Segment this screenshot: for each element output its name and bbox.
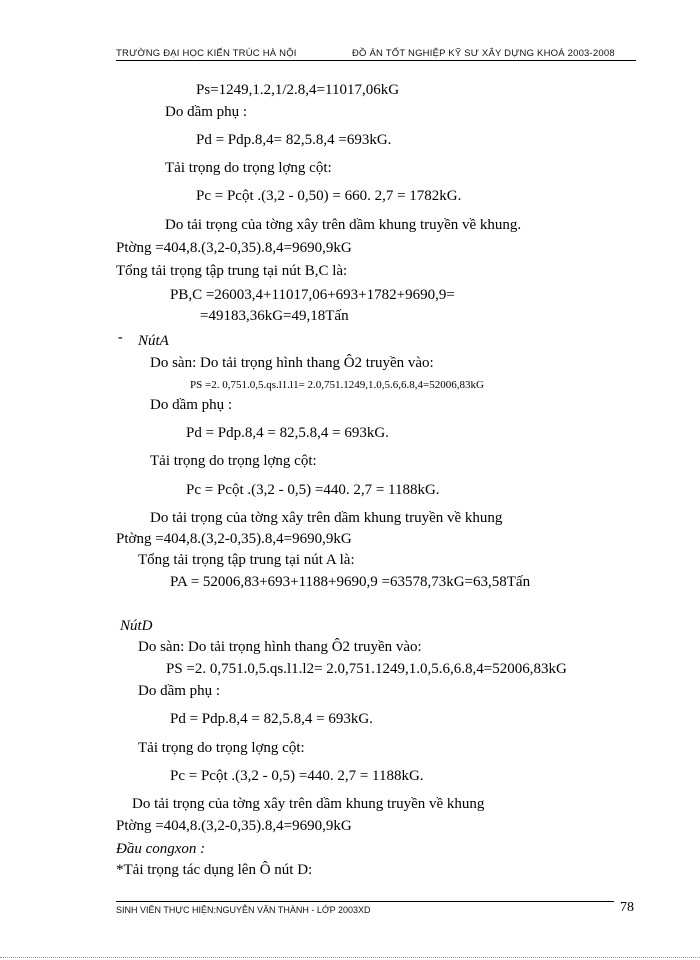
bullet-dash: - [118,330,123,345]
page-number: 78 [620,900,634,915]
text-dam-phu: Do dầm phụ : [165,104,248,120]
formula-pd: Pd = Pdp.8,4= 82,5.8,4 =693kG. [196,132,392,148]
formula-pbc: PB,C =26003,4+11017,06+693+1782+9690,9= [170,287,455,303]
formula-ptuong: Ptờng =404,8.(3,2-0,35).8,4=9690,9kG [116,240,352,256]
text-do-san-a: Do sàn: Do tải trọng hình thang Ô2 truyền vào: [150,355,434,371]
text-trong-luong-cot-a: Tải trọng do trọng lợng cột: [150,453,317,469]
formula-pbc-result: =49183,36kG=49,18Tấn [200,308,349,324]
formula-pd-d: Pd = Pdp.8,4 = 82,5.8,4 = 693kG. [170,711,373,727]
formula-pa: PA = 52006,83+693+1188+9690,9 =63578,73kG=63,58Tấn [170,574,531,590]
heading-nut-d: NútD [120,618,153,634]
text-tong-tai-trong-a: Tổng tải trọng tập trung tại nút A là: [138,552,355,568]
formula-pc-d: Pc = Pcột .(3,2 - 0,5) =440. 2,7 = 1188kG. [170,768,424,784]
text-tong-tai-trong-bc: Tổng tải trọng tập trung tại nút B,C là: [116,263,348,279]
text-tai-trong-tuong-d: Do tải trọng của tờng xây trên dầm khung truyền về khung [132,796,485,812]
formula-ps-a: PS =2. 0,751.0,5.qs.l1.l1= 2.0,751.1249,1.0,5.6,6.8,4=52006,83kG [190,379,484,391]
text-tai-trong-o-nut-d: *Tải trọng tác dụng lên Ô nút D: [116,862,313,878]
formula-pc: Pc = Pcột .(3,2 - 0,50) = 660. 2,7 = 1782kG. [196,188,462,204]
formula-ptuong-d: Ptờng =404,8.(3,2-0,35).8,4=9690,9kG [116,818,352,834]
formula-ptuong-a: Ptờng =404,8.(3,2-0,35).8,4=9690,9kG [116,531,352,547]
heading-dau-congxon: Đầu congxon : [116,841,206,857]
text-tai-trong-tuong: Do tải trọng của tờng xây trên dầm khung truyền về khung. [165,217,522,233]
text-dam-phu-d: Do dầm phụ : [138,683,221,699]
text-tai-trong-tuong-a: Do tải trọng của tờng xây trên dầm khung truyền về khung [150,510,503,526]
formula-ps: Ps=1249,1.2,1/2.8,4=11017,06kG [196,82,400,98]
header-project: ĐỒ ÁN TỐT NGHIỆP KỸ SƯ XÂY DỰNG KHOÁ 2003-2008 [352,48,615,59]
formula-pc-a: Pc = Pcột .(3,2 - 0,5) =440. 2,7 = 1188kG. [186,482,440,498]
text-trong-luong-cot-d: Tải trọng do trọng lợng cột: [138,740,305,756]
text-trong-luong-cot: Tải trọng do trọng lợng cột: [165,160,332,176]
heading-nut-a: NútA [138,333,169,349]
page-bottom-edge [0,957,700,958]
formula-pd-a: Pd = Pdp.8,4 = 82,5.8,4 = 693kG. [186,425,389,441]
formula-ps-d: PS =2. 0,751.0,5.qs.l1.l2= 2.0,751.1249,1.0,5.6,6.8,4=52006,83kG [166,661,567,677]
text-do-san-d: Do sàn: Do tải trọng hình thang Ô2 truyền vào: [138,639,422,655]
header-school: TRƯỜNG ĐẠI HỌC KIẾN TRÚC HÀ NỘI [116,48,297,59]
text-dam-phu-a: Do dầm phụ : [150,397,233,413]
footer-student: SINH VIÊN THỰC HIỆN:NGUYỄN VĂN THÀNH - LỚP 2003XD [116,905,371,915]
footer-rule [116,901,614,902]
header-rule [116,60,636,61]
